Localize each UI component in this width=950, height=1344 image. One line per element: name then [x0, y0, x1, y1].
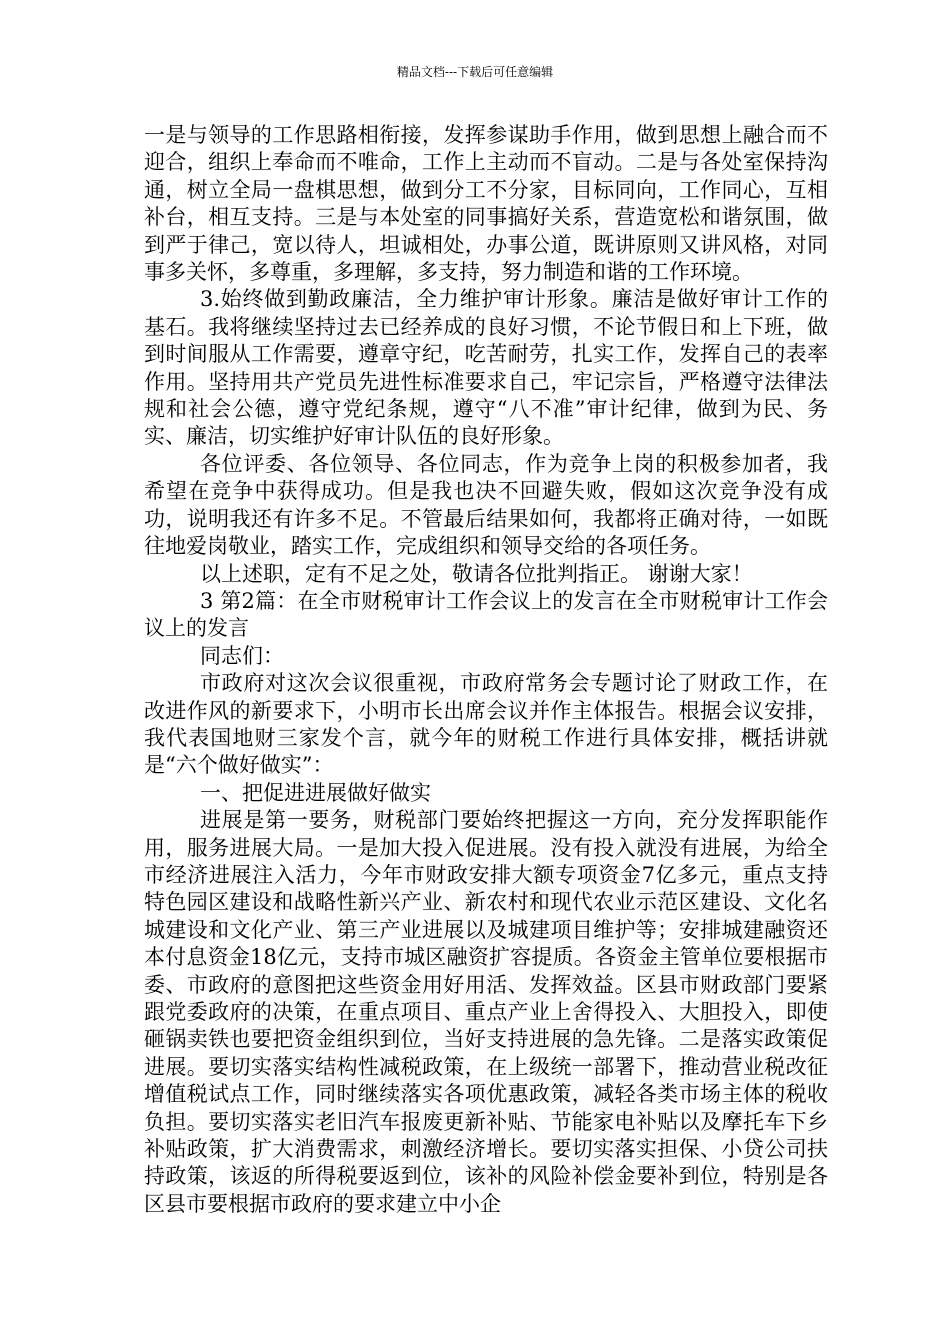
document-body	[144, 122, 828, 1218]
paragraph: 市政府对这次会议很重视，市政府常务会专题讨论了财政工作，在改进作风的新要求下，小明市长出席会议并作主体报告。根据会议安排，我代表国地财三家发个言，就今年的财税工作进行具体安排，概括讲就是“六个做好做实”：	[144, 671, 828, 778]
paragraph: 一是与领导的工作思路相衔接，发挥参谋助手作用，做到思想上融合而不迎合，组织上奉命而不唯命，工作上主动而不盲动。二是与各处室保持沟通，树立全局一盘棋思想，做到分工不分家，目标同向，工作同心，互相补台，相互支持。三是与本处室的同事搞好关系，营造宽松和谐氛围，做到严于律己，宽以待人，坦诚相处，办事公道，既讲原则又讲风格，对同事多关怀，多尊重，多理解，多支持，努力制造和谐的工作环境。	[144, 123, 828, 285]
paragraph: 进展是第一要务，财税部门要始终把握这一方向，充分发挥职能作用，服务进展大局。一是加大投入促进展。没有投入就没有进展，为给全市经济进展注入活力，今年市财政安排大额专项资金7亿多元，重点支持特色园区建设和战略性新兴产业、新农村和现代农业示范区建设、文化名城建设和文化产业、第三产业进展以及城建项目维护等；安排城建融资还本付息资金18亿元，支持市城区融资扩容提质。各资金主管单位要根据市委、市政府的意图把这些资金用好用活、发挥效益。区县市财政部门要紧跟党委政府的决策，在重点项目、重点产业上舍得投入、大胆投入，即使砸锅卖铁也要把资金组织到位，当好支持进展的急先锋。二是落实政策促进展。要切实落实结构性减税政策，在上级统一部署下，推动营业税改征增值税试点工作，同时继续落实各项优惠政策，减轻各类市场主体的税收负担。要切实落实老旧汽车报废更新补贴、节能家电补贴以及摩托车下乡补贴政策，扩大消费需求，刺激经济增长。要切实落实担保、小贷公司扶持政策，该返的所得税要返到位，该补的风险补偿金要补到位，特别是各区县市要根据市政府的要求建立中小企	[144, 808, 828, 1216]
subsection-heading: 一、把促进进展做好做实	[200, 780, 431, 805]
salutation: 同志们：	[200, 643, 284, 668]
paragraph: 3.始终做到勤政廉洁，全力维护审计形象。廉洁是做好审计工作的基石。我将继续坚持过去已经养成的良好习惯，不论节假日和上下班，做到时间服从工作需要，遵章守纪，吃苦耐劳，扎实工作，发挥自己的表率作用。坚持用共产党员先进性标准要求自己，牢记宗旨，严格遵守法律法规和社会公德，遵守党纪条规，遵守“八不准”审计纪律，做到为民、务实、廉洁，切实维护好审计队伍的良好形象。	[144, 287, 828, 449]
paragraph: 以上述职，定有不足之处，敬请各位批判指正。 谢谢大家！	[200, 561, 753, 586]
paragraph: 各位评委、各位领导、各位同志，作为竞争上岗的积极参加者，我希望在竞争中获得成功。但是我也决不回避失败，假如这次竞争没有成功，说明我还有许多不足。不管最后结果如何，我都将正确对待，一如既往地爱岗敬业，踏实工作，完成组织和领导交给的各项任务。	[144, 451, 828, 559]
page-header: 精品文档---下载后可任意编辑	[396, 65, 554, 79]
section-heading: 3 第2篇：在全市财税审计工作会议上的发言在全市财税审计工作会议上的发言	[144, 588, 828, 641]
